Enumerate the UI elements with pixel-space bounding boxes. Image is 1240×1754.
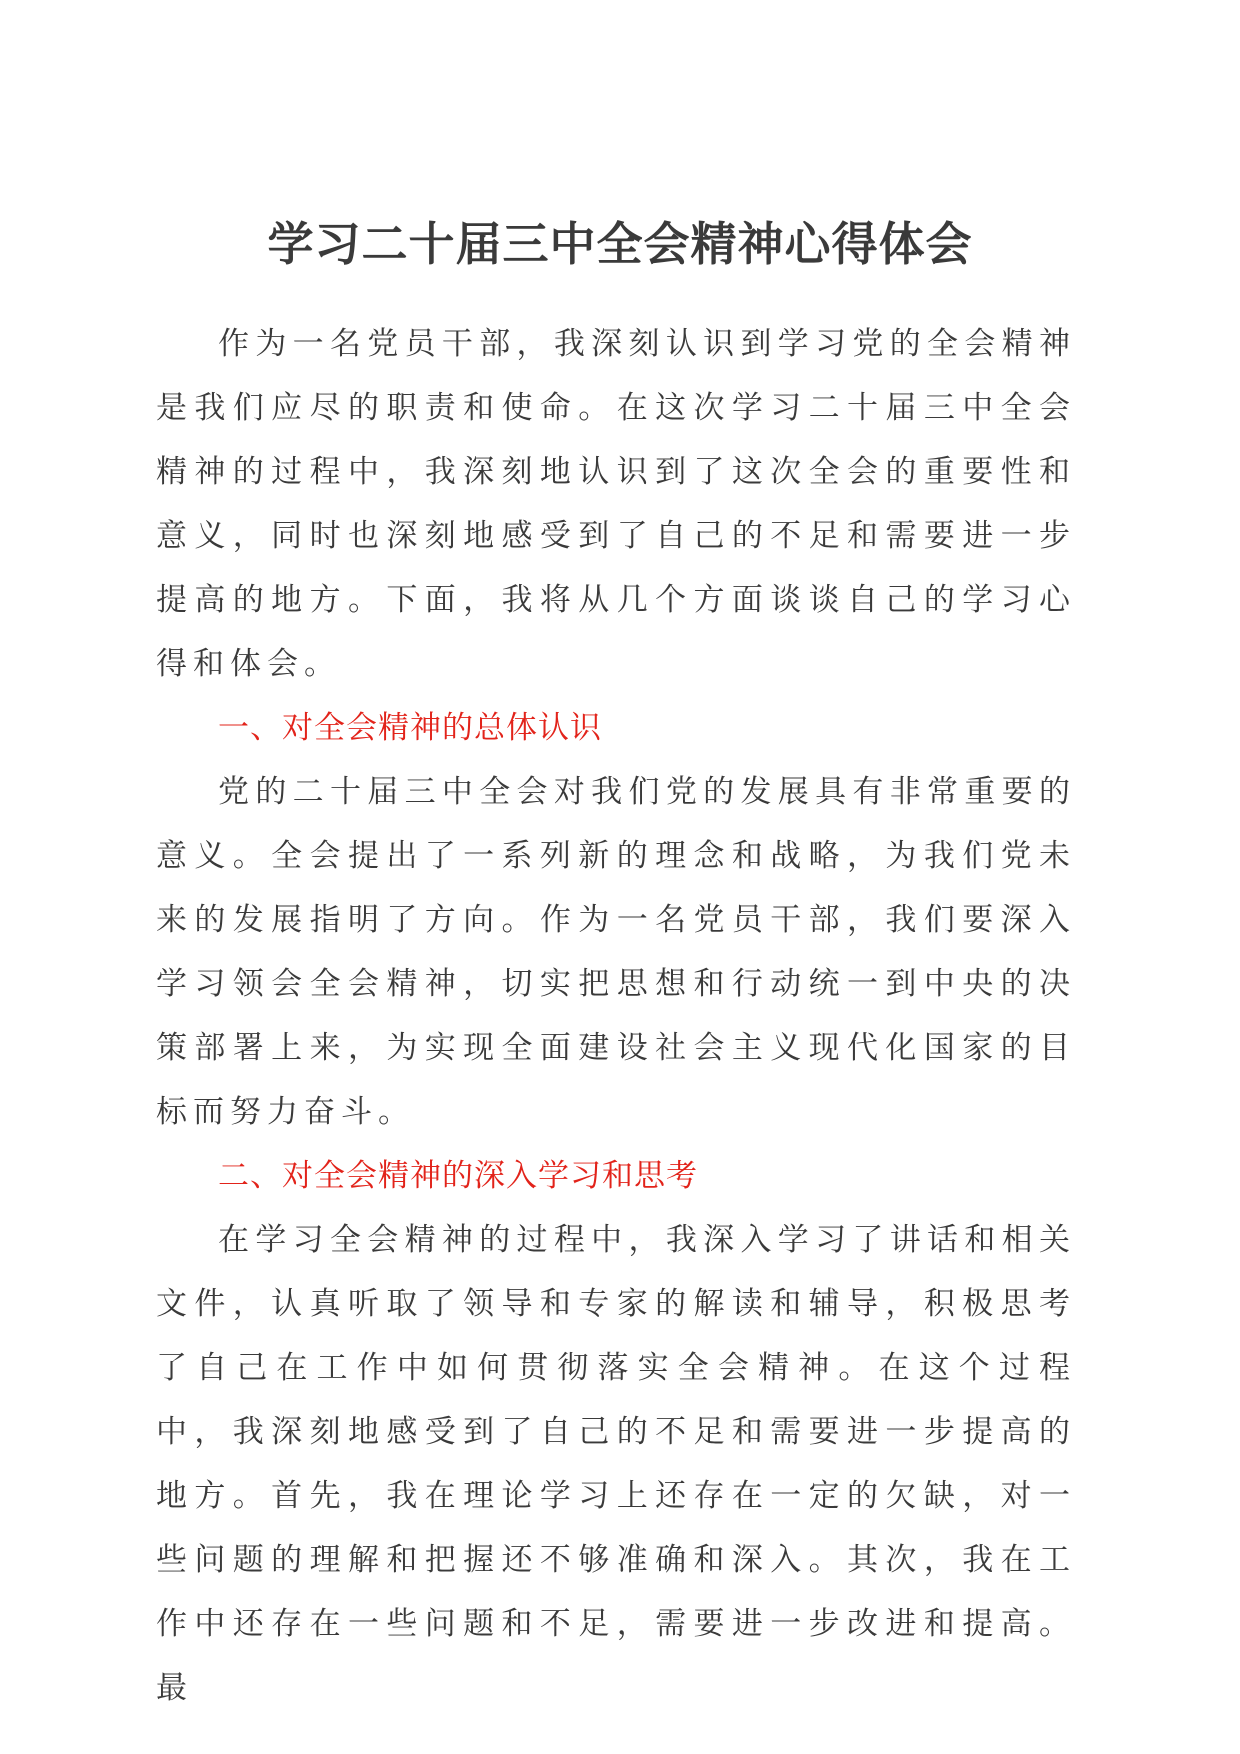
intro-paragraph: 作为一名党员干部，我深刻认识到学习党的全会精神是我们应尽的职责和使命。在这次学习二十届三中全会精神的过程中，我深刻地认识到了这次全会的重要性和意义，同时也深刻地感受到了自己的不足和需要进一步提高的地方。下面，我将从几个方面谈谈自己的学习心得和体会。 <box>156 326 1076 682</box>
section-1-paragraph: 党的二十届三中全会对我们党的发展具有非常重要的意义。全会提出了一系列新的理念和战略，为我们党未来的发展指明了方向。作为一名党员干部，我们要深入学习领会全会精神，切实把思想和行动统一到中央的决策部署上来，为实现全面建设社会主义现代化国家的目标而努力奋斗。 <box>156 774 1076 1130</box>
section-2-heading: 二、对全会精神的深入学习和思考 <box>218 1158 698 1194</box>
document-title: 学习二十届三中全会精神心得体会 <box>267 217 973 271</box>
section-1-heading: 一、对全会精神的总体认识 <box>218 710 602 746</box>
document-body <box>156 312 1076 1720</box>
section-2-paragraph: 在学习全会精神的过程中，我深入学习了讲话和相关文件，认真听取了领导和专家的解读和辅导，积极思考了自己在工作中如何贯彻落实全会精神。在这个过程中，我深刻地感受到了自己的不足和需要进一步提高的地方。首先，我在理论学习上还存在一定的欠缺，对一些问题的理解和把握还不够准确和深入。其次，我在工作中还存在一些问题和不足，需要进一步改进和提高。最 <box>156 1222 1076 1706</box>
